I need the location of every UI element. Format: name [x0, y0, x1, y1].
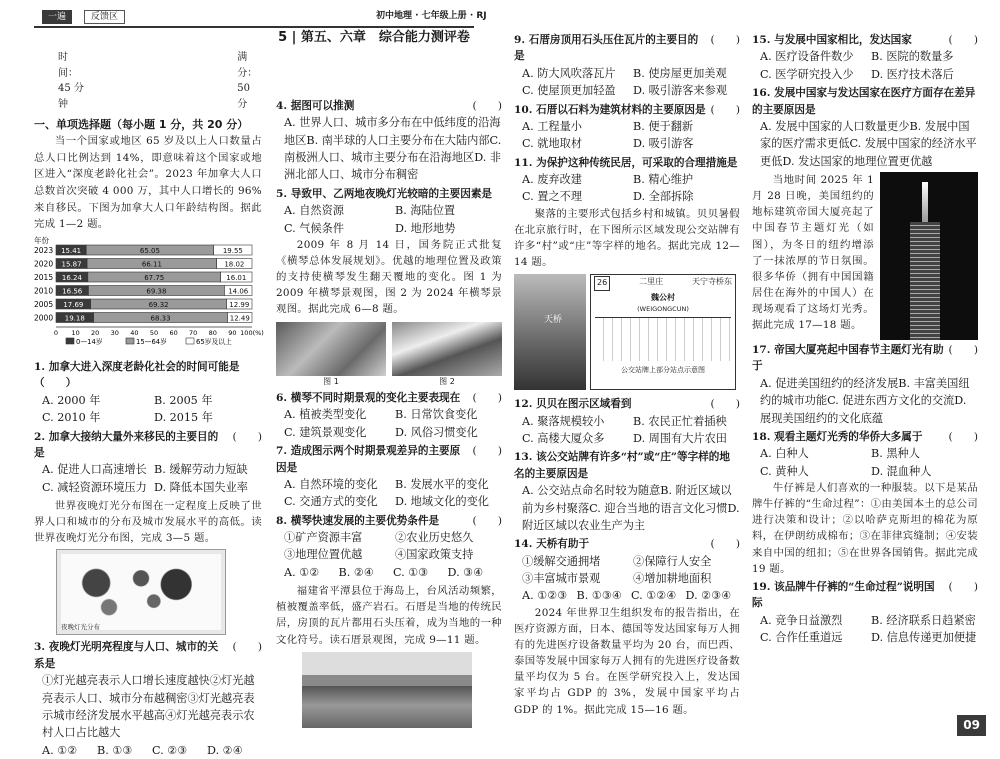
answer-option[interactable]: D. 信息传递更加便捷: [871, 630, 977, 644]
q14-options: [514, 587, 740, 604]
answer-option[interactable]: D. 吸引游客来参观: [633, 84, 727, 98]
x-tick-label: 10: [71, 329, 80, 338]
answer-option[interactable]: B. 农民正忙着插秧: [633, 414, 727, 428]
answer-paren: ( ): [710, 398, 740, 411]
answer-option[interactable]: D. 全部拆除: [633, 190, 694, 204]
question-1: 1. 加拿大进入深度老龄化社会的时间可能是（ ）: [34, 361, 240, 390]
answer-option[interactable]: A. 竞争日益激烈: [760, 613, 843, 627]
x-tick-label: 90: [228, 329, 237, 338]
question-19: 19. 该品牌牛仔裤的“生命过程”说明国际: [752, 580, 935, 610]
category-label: 2010: [34, 286, 54, 296]
answer-option[interactable]: C. 迎合当地的语言文化习惯: [589, 501, 728, 515]
answer-option[interactable]: C. 南极洲人口、城市主要分布在沿海地区: [284, 133, 502, 165]
tower: [910, 222, 940, 340]
question-7: 7. 造成图示两个时期景观差异的主要原因是: [276, 445, 461, 474]
answer-option[interactable]: A. 自然资源: [284, 204, 344, 218]
passage-canada: 当一个国家或地区 65 岁及以上人口数量占总人口比例达到 14%，即意味着这个国家或地区进入“深度老龄化社会”。2023 年加拿大人口总数首次突破 4 000 万，其中人口增长的 96% 来自移民。下图为加拿大人口年龄结构图。据此完成 1—2 题。: [34, 135, 262, 231]
data-label: 18.02: [224, 260, 245, 269]
data-label: 68.33: [150, 314, 171, 323]
column-2: [276, 96, 502, 728]
statement-item[interactable]: ②保障行人安全: [633, 554, 712, 568]
q8-options: [276, 564, 502, 581]
legend-swatch: [66, 338, 74, 344]
answer-option[interactable]: A. 2000 年: [42, 393, 101, 407]
question-18: 18. 观看主题灯光秀的华侨大多属于: [752, 430, 923, 443]
answer-option[interactable]: C. 气候条件: [284, 221, 345, 235]
question-15: 15. 与发展中国家相比，发达国家: [752, 34, 912, 46]
spire: [922, 182, 928, 222]
answer-option[interactable]: A. 公交站点命名时较为随意: [522, 484, 661, 498]
q7-options: [276, 476, 502, 511]
q2-options: [34, 461, 262, 496]
map-caption: 夜晚灯光分布: [61, 623, 100, 632]
passage-beijing: 聚落的主要形式包括乡村和城镇。贝贝暑假在北京旅行时，在下图所示区域发现公交站牌有许多“村”或“庄”等字样的地名。据此完成 12—14 题。: [514, 207, 740, 269]
x-tick-label: 80: [208, 329, 217, 338]
answer-option[interactable]: D. ②④: [207, 743, 243, 757]
age-structure-chart: [34, 235, 262, 357]
question-4: 4. 据图可以推测: [276, 100, 355, 112]
answer-option[interactable]: C. 发展中国家的经济水平更低: [760, 137, 977, 168]
statement-item[interactable]: ③丰富城市景观: [522, 572, 601, 586]
hengqin-photos: [276, 322, 502, 388]
header-tag-feedback: 反馈区: [84, 10, 125, 24]
answer-option[interactable]: D. 2015 年: [154, 411, 213, 425]
photo-hengqin-2009: [276, 322, 386, 376]
data-label: 67.75: [144, 274, 165, 283]
bus-caption: 公交站牌上部分站点示意图: [621, 366, 705, 375]
data-label: 69.32: [148, 301, 169, 310]
answer-paren: ( ): [472, 391, 502, 404]
category-label: 2015: [34, 273, 54, 283]
q16-options: [752, 118, 978, 170]
q4-options: [276, 114, 502, 183]
q3-items: [34, 672, 262, 741]
q5-options: [276, 202, 502, 237]
q1-options: [34, 392, 262, 427]
stop-end: 天宁寺桥东: [692, 277, 732, 287]
passage-stone-house: 福建省平潭县位于海岛上，台风活动频繁，植被覆盖率低，盛产岩石。石厝是当地的传统民居，房顶的瓦片都用石头压着，成为当地的一种文化符号。读石厝景观图，完成 9—11 题。: [276, 585, 502, 646]
q10-options: [514, 118, 740, 153]
answer-option[interactable]: B. ①③④: [576, 589, 622, 603]
stop-list: [595, 317, 731, 361]
exam-time: 时间：45 分钟: [58, 52, 84, 110]
answer-paren: ( ): [232, 641, 262, 654]
answer-option[interactable]: C. ②③: [152, 743, 188, 757]
legend-swatch: [126, 338, 134, 344]
unit-title: 5 | 第五、六章 综合能力测评卷: [278, 30, 470, 45]
bus-stop-board: [590, 274, 736, 390]
route-number: 26: [594, 276, 610, 290]
answer-option[interactable]: B. 附近区域以前为乡村聚落: [522, 484, 732, 515]
answer-paren: ( ): [948, 344, 978, 357]
question-10: 10. 石厝以石料为建筑材料的主要原因是: [514, 103, 706, 116]
question-13: 13. 该公交站牌有许多“村”或“庄”等字样的地名的主要原因是: [514, 451, 730, 480]
question-12: 12. 贝贝在图示区域看到: [514, 398, 632, 411]
data-label: 19.18: [64, 314, 85, 323]
statement-item[interactable]: ②灯光越亮表示人口、城市分布越稠密: [42, 674, 255, 705]
answer-option[interactable]: B. ①③: [97, 743, 133, 757]
answer-option[interactable]: A. 促进美国纽约的经济发展: [760, 376, 899, 390]
q9-options: [514, 65, 740, 100]
answer-option[interactable]: C. 减轻资源环境压力: [42, 480, 147, 494]
data-label: 15.87: [61, 260, 82, 269]
answer-option[interactable]: C. 合作任重道远: [760, 630, 843, 644]
age-structure-svg: [34, 235, 262, 357]
category-label: 2020: [34, 259, 54, 269]
answer-option[interactable]: C. ①③: [393, 565, 429, 579]
statement-item[interactable]: ④增加耕地面积: [633, 572, 712, 586]
book-title: 初中地理 · 七年级上册 · RJ: [376, 11, 487, 21]
photo-overpass: [514, 274, 586, 390]
answer-option[interactable]: C. 黄种人: [760, 464, 809, 478]
data-label: 15.41: [61, 247, 82, 256]
q14-items: [514, 553, 740, 588]
data-label: 69.38: [146, 287, 167, 296]
stop-start: 二里庄: [639, 277, 664, 287]
answer-option[interactable]: D. 混血种人: [871, 464, 932, 478]
question-6: 6. 横琴不同时期景观的变化主要表现在: [276, 391, 461, 404]
statement-item[interactable]: ①灯光越亮表示人口增长速度越快: [42, 674, 210, 688]
answer-option[interactable]: B. 发展水平的变化: [395, 477, 489, 491]
answer-option[interactable]: A. 植被类型变化: [284, 408, 367, 422]
answer-option[interactable]: B. 医院的数量多: [871, 50, 954, 64]
answer-option[interactable]: B. 丰富美国纽约的城市功能: [760, 376, 970, 408]
question-2: 2. 加拿大接纳大量外来移民的主要目的是: [34, 430, 219, 459]
statement-item[interactable]: ①矿产资源丰富: [284, 531, 363, 545]
x-tick-label: 50: [149, 329, 159, 338]
answer-option[interactable]: D. 发达国家的地理位置更优越: [782, 154, 933, 168]
category-label: 2000: [34, 313, 54, 323]
passage-hengqin: 2009 年 8 月 14 日，国务院正式批复《横琴总体发展规划》。优越的地理位置及政策的支持使横琴发生翻天覆地的变化。图 1 为 2009 年横琴景观图，图 2 为 2024 年横琴景观图。据此完成 6—8 题。: [276, 238, 502, 316]
legend-entry: 0—14岁: [76, 338, 103, 347]
legend-entry: 15—64岁: [136, 338, 167, 347]
answer-option[interactable]: B. 精心维护: [633, 173, 694, 187]
data-label: 16.01: [226, 274, 247, 283]
statement-item[interactable]: ②农业历史悠久: [395, 531, 474, 545]
world-map-figure: [61, 554, 221, 630]
answer-option[interactable]: B. 经济联系日趋紧密: [871, 613, 976, 627]
photo-empire-state: [880, 172, 978, 340]
answer-option[interactable]: A. 白种人: [760, 447, 809, 461]
answer-paren: ( ): [948, 580, 978, 593]
current-stop: 魏公村: [651, 292, 675, 302]
answer-option[interactable]: D. 周围有大片农田: [633, 432, 727, 446]
answer-option[interactable]: C. ①②④: [631, 589, 677, 603]
answer-option[interactable]: B. 使房屋更加美观: [633, 66, 727, 80]
x-tick-label: 0: [53, 329, 59, 338]
answer-option[interactable]: A. 防大风吹落瓦片: [522, 66, 616, 80]
answer-option[interactable]: A. ①②: [42, 743, 78, 757]
overpass-label: 天桥: [544, 315, 563, 326]
answer-option[interactable]: C. 建筑景观变化: [284, 425, 367, 439]
q17-options: [752, 375, 978, 427]
column-3: [514, 30, 740, 718]
passage-empire-state: 当地时间 2025 年 1 月 28 日晚，美国纽约的地标建筑帝国大厦亮起了中国春节主题灯光（如图），为冬日的纽约增添了一抹浓厚的节日氛围。很多华侨（拥有中国国籍居住在海外的中国人）在现场观看了这场灯光秀。据此完成 17—18 题。: [752, 174, 874, 332]
answer-paren: ( ): [232, 430, 262, 443]
question-11: 11. 为保护这种传统民居，可采取的合理措施是: [514, 156, 738, 169]
answer-option[interactable]: B. 黑种人: [871, 447, 920, 461]
data-label: 17.69: [63, 301, 84, 310]
answer-option[interactable]: B. 缓解劳动力短缺: [154, 463, 248, 477]
column-4: [752, 30, 978, 646]
answer-option[interactable]: C. 使屋顶更加轻盈: [522, 84, 616, 98]
fig2-caption: 图 2: [439, 376, 455, 386]
answer-option[interactable]: B. ②④: [338, 565, 374, 579]
night-light-map: [56, 549, 226, 635]
answer-paren: ( ): [948, 430, 978, 443]
q15-options: [752, 48, 978, 83]
category-label: 2005: [34, 300, 54, 310]
answer-option[interactable]: D. 地形地势: [395, 221, 456, 235]
question-5: 5. 导致甲、乙两地夜晚灯光较暗的主要因素是: [276, 187, 493, 200]
q18-options: [752, 445, 978, 480]
answer-option[interactable]: A. 世界人口、城市多分布在中低纬度的沿海地区: [284, 116, 501, 147]
answer-option[interactable]: B. 海陆位置: [395, 204, 456, 218]
answer-paren: ( ): [472, 100, 502, 112]
answer-option[interactable]: C. 就地取材: [522, 137, 583, 151]
answer-option[interactable]: A. 工程量小: [522, 119, 582, 133]
data-label: 14.06: [228, 287, 249, 296]
answer-option[interactable]: D. 医疗技术落后: [871, 67, 954, 81]
question-3: 3. 夜晚灯光明亮程度与人口、城市的关系是: [34, 641, 219, 670]
x-tick-label: 60: [169, 329, 178, 338]
data-label: 66.11: [141, 260, 162, 269]
x-tick-label: 70: [189, 329, 198, 338]
answer-option[interactable]: A. 废弃改建: [522, 173, 582, 187]
page-header: [0, 0, 1000, 26]
data-label: 12.99: [229, 301, 250, 310]
answer-option[interactable]: B. 便于翻新: [633, 119, 694, 133]
x-tick-label: 20: [91, 329, 100, 338]
answer-option[interactable]: A. ①②③: [522, 589, 568, 603]
q8-items: [276, 529, 502, 564]
y-axis-label: 年份: [34, 236, 49, 246]
q11-options: [514, 171, 740, 206]
answer-option[interactable]: D. 降低本国失业率: [154, 480, 248, 494]
bus-figure: [514, 274, 740, 394]
question-16: 16. 发展中国家与发达国家在医疗方面存在差异的主要原因是: [752, 87, 976, 116]
x-tick-label: 40: [130, 329, 139, 338]
answer-option[interactable]: C. 交通方式的变化: [284, 495, 378, 509]
q13-options: [514, 482, 740, 534]
answer-paren: ( ): [710, 103, 740, 116]
passage-medical: 2024 年世界卫生组织发布的报告指出，在医疗资源方面，日本、德国等发达国家每万人拥有的先进医疗设备数量平均为 20 台，而巴西、泰国等发展中国家每万人拥有的先进医疗设备数量平均仅为 5 台。在医学研究投入上，发达国家平均占 GDP 的 3%，发展中国家平均占 GDP 的 1%。据此完成 15—16 题。: [514, 606, 740, 716]
fig1-caption: 图 1: [323, 376, 339, 386]
answer-option[interactable]: A. 发展中国家的人口数量更少: [760, 119, 910, 133]
answer-paren: ( ): [948, 34, 978, 46]
header-tag: 一遍: [42, 10, 72, 24]
passage-jeans: 牛仔裤是人们喜欢的一种服装。以下是某品牌牛仔裤的“生命过程”：①由美国本土的总公司进行决策和设计；②以哈萨克斯坦的棉花为原料，在伊朗纺成棉布；③在菲律宾缝制；④安装来自中国的纽扣；⑤在世界各国销售。据此完成 19 题。: [752, 482, 978, 575]
answer-option[interactable]: D. 展现美国纽约的文化底蕴: [760, 394, 967, 425]
legend-entry: 65岁及以上: [196, 338, 232, 347]
answer-option[interactable]: C. 置之不理: [522, 190, 583, 204]
data-label: 65.05: [139, 247, 160, 256]
answer-option[interactable]: A. ①②: [284, 565, 320, 579]
answer-option[interactable]: B. 发展中国家的医疗需求更低: [760, 119, 970, 151]
question-17: 17. 帝国大厦亮起中国春节主题灯光有助于: [752, 344, 944, 373]
data-label: 19.55: [222, 247, 243, 256]
answer-paren: ( ): [710, 538, 740, 551]
answer-option[interactable]: C. 高楼大厦众多: [522, 432, 605, 446]
x-tick-label: 30: [110, 329, 119, 338]
answer-option[interactable]: D. 附近区域以农业生产为主: [522, 501, 740, 532]
current-stop-pinyin: (WEIGONGCUN): [637, 305, 689, 314]
answer-option[interactable]: B. 2005 年: [154, 393, 213, 407]
passage-night-lights: 世界夜晚灯光分布图在一定程度上反映了世界人口和城市的分布及城市发展水平的高低。读世界夜晚灯光分布图，完成 3—5 题。: [34, 500, 262, 545]
statement-item[interactable]: ③地理位置优越: [284, 548, 363, 562]
photo-stone-houses: [302, 652, 472, 728]
answer-option[interactable]: D. 吸引游客: [633, 137, 694, 151]
answer-paren: ( ): [710, 34, 740, 46]
answer-option[interactable]: B. 日常饮食变化: [395, 408, 478, 422]
legend-swatch: [186, 338, 194, 344]
statement-item[interactable]: ③灯光越亮表示城市经济发展水平越高: [42, 691, 255, 722]
answer-option[interactable]: D. 风俗习惯变化: [395, 425, 478, 439]
answer-option[interactable]: D. ②③④: [685, 589, 732, 603]
photo-hengqin-2024: [392, 322, 502, 376]
statement-item[interactable]: ④灯光越亮表示农村人口占比越大: [42, 709, 255, 740]
answer-option[interactable]: D. 地域文化的变化: [395, 495, 489, 509]
question-9: 9. 石厝房顶用石头压住瓦片的主要目的是: [514, 34, 699, 63]
q19-options: [752, 612, 978, 647]
statement-item[interactable]: ④国家政策支持: [395, 548, 474, 562]
data-label: 16.56: [62, 287, 83, 296]
page-number: 09: [957, 715, 986, 736]
answer-paren: ( ): [472, 445, 502, 458]
x-tick-label: 100(%): [240, 329, 264, 338]
answer-paren: ( ): [472, 514, 502, 527]
q12-options: [514, 413, 740, 448]
answer-option[interactable]: B. 南半球的人口主要分布在大陆内部: [306, 133, 490, 147]
answer-option[interactable]: C. 促进东西方文化的交流: [827, 394, 955, 408]
q3-options: [34, 742, 262, 759]
answer-option[interactable]: A. 促进人口高速增长: [42, 463, 147, 477]
section-heading: 一、单项选择题（每小题 1 分，共 20 分）: [34, 118, 249, 132]
answer-option[interactable]: A. 医疗设备件数少: [760, 50, 854, 64]
question-8: 8. 横琴快速发展的主要优势条件是: [276, 514, 440, 527]
answer-option[interactable]: D. 非洲北部人口、城市分布稠密: [284, 151, 502, 182]
data-label: 12.49: [229, 314, 250, 323]
statement-item[interactable]: ①缓解交通拥堵: [522, 554, 601, 568]
answer-option[interactable]: C. 2010 年: [42, 411, 101, 425]
question-14: 14. 天桥有助于: [514, 538, 590, 551]
answer-option[interactable]: A. 聚落规模较小: [522, 414, 605, 428]
answer-option[interactable]: A. 自然环境的变化: [284, 477, 378, 491]
full-score: 满分：50 分: [237, 52, 258, 110]
category-label: 2023: [34, 246, 54, 256]
answer-option[interactable]: D. ③④: [447, 565, 484, 579]
answer-option[interactable]: C. 医学研究投入少: [760, 67, 854, 81]
data-label: 16.24: [61, 274, 82, 283]
q6-options: [276, 406, 502, 441]
